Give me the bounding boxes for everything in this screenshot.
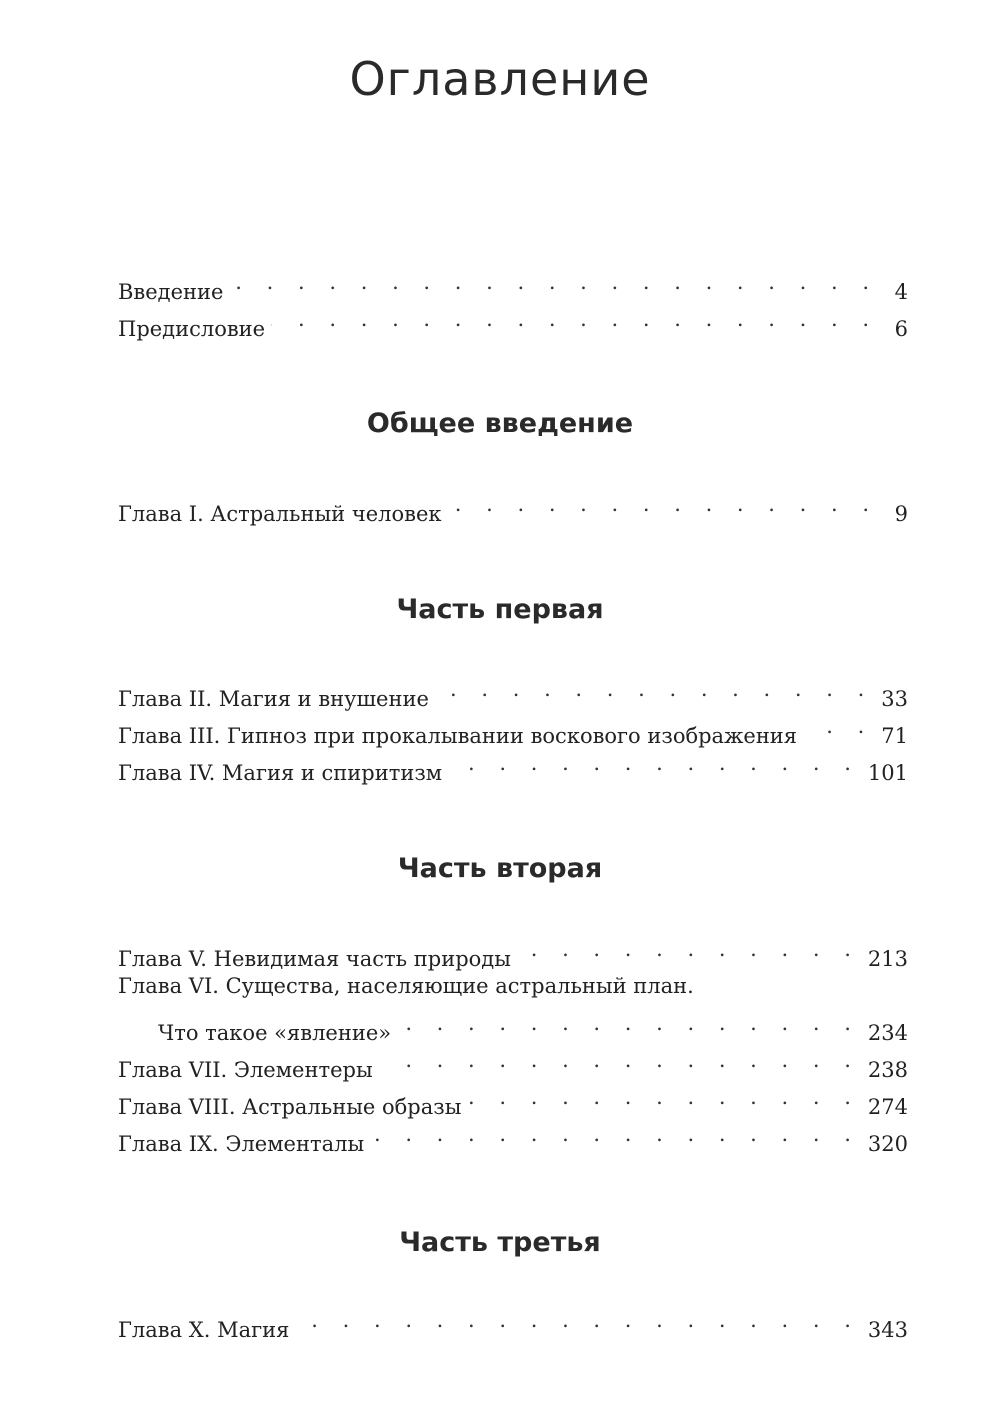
toc-entry-chapter-3[interactable] — [118, 709, 908, 748]
toc-page-number: 320 — [867, 1132, 908, 1156]
toc-page-number: 9 — [894, 502, 908, 526]
toc-entry-title: Глава VII. Элементеры — [118, 1058, 373, 1082]
toc-entry-chapter-6-continued[interactable] — [158, 1006, 908, 1045]
section-heading-part-two: Часть вторая — [397, 853, 603, 884]
dot-leader — [435, 672, 873, 706]
dot-leader — [271, 302, 878, 336]
toc-entry-chapter-4[interactable] — [118, 746, 908, 785]
dot-leader — [397, 1006, 860, 1040]
toc-page-number: 71 — [881, 724, 908, 748]
dot-leader — [379, 1043, 860, 1077]
toc-entry-title: Глава III. Гипноз при прокалывании воскового изображения — [118, 724, 798, 748]
toc-page-number: 213 — [867, 947, 908, 971]
toc-entry-title: Глава IV. Магия и спиритизм — [118, 761, 443, 785]
toc-entry-title: Глава VIII. Астральные образы — [118, 1095, 462, 1119]
toc-page-number: 6 — [894, 317, 908, 341]
toc-page-number: 274 — [867, 1095, 908, 1119]
toc-entry-title: Что такое «явление» — [158, 1021, 392, 1045]
toc-entry-chapter-6[interactable] — [118, 969, 908, 1003]
dot-leader — [448, 746, 860, 780]
toc-entry-title: Глава X. Магия — [118, 1318, 290, 1342]
toc-entry-chapter-10[interactable] — [118, 1303, 908, 1342]
toc-entry-title: Предисловие — [118, 317, 266, 341]
toc-page-number: 4 — [894, 280, 908, 304]
toc-entry-title: Глава V. Невидимая часть природы — [118, 947, 511, 971]
toc-entry-preface[interactable] — [118, 302, 908, 341]
toc-entry-title: Глава VI. Существа, населяющие астральный план. — [118, 974, 694, 998]
section-heading-part-one: Часть первая — [396, 594, 604, 625]
toc-entry-chapter-5[interactable] — [118, 932, 908, 971]
toc-entry-chapter-9[interactable] — [118, 1117, 908, 1156]
toc-entry-chapter-7[interactable] — [118, 1043, 908, 1082]
dot-leader — [448, 487, 878, 521]
dot-leader — [467, 1080, 859, 1114]
toc-entry-chapter-8[interactable] — [118, 1080, 908, 1119]
toc-page-number: 101 — [867, 761, 908, 785]
dot-leader — [370, 1117, 860, 1151]
toc-entry-title: Глава IX. Элементалы — [118, 1132, 365, 1156]
toc-entry-chapter-1[interactable] — [118, 487, 908, 526]
toc-page-number: 343 — [867, 1318, 908, 1342]
toc-page-number: 33 — [881, 687, 908, 711]
toc-page-number: 238 — [867, 1058, 908, 1082]
dot-leader — [803, 709, 873, 743]
toc-page-number: 234 — [867, 1021, 908, 1045]
dot-leader — [295, 1303, 860, 1337]
page-title: Оглавление — [349, 52, 651, 106]
section-heading-general-introduction: Общее введение — [366, 408, 634, 439]
toc-entry-title: Глава II. Магия и внушение — [118, 687, 429, 711]
section-heading-part-three: Часть третья — [399, 1227, 601, 1258]
toc-entry-title: Глава I. Астральный человек — [118, 502, 442, 526]
toc-entry-introduction[interactable] — [118, 265, 908, 304]
toc-entry-chapter-2[interactable] — [118, 672, 908, 711]
toc-entry-title: Введение — [118, 280, 224, 304]
dot-leader — [517, 932, 860, 966]
dot-leader — [229, 265, 878, 299]
